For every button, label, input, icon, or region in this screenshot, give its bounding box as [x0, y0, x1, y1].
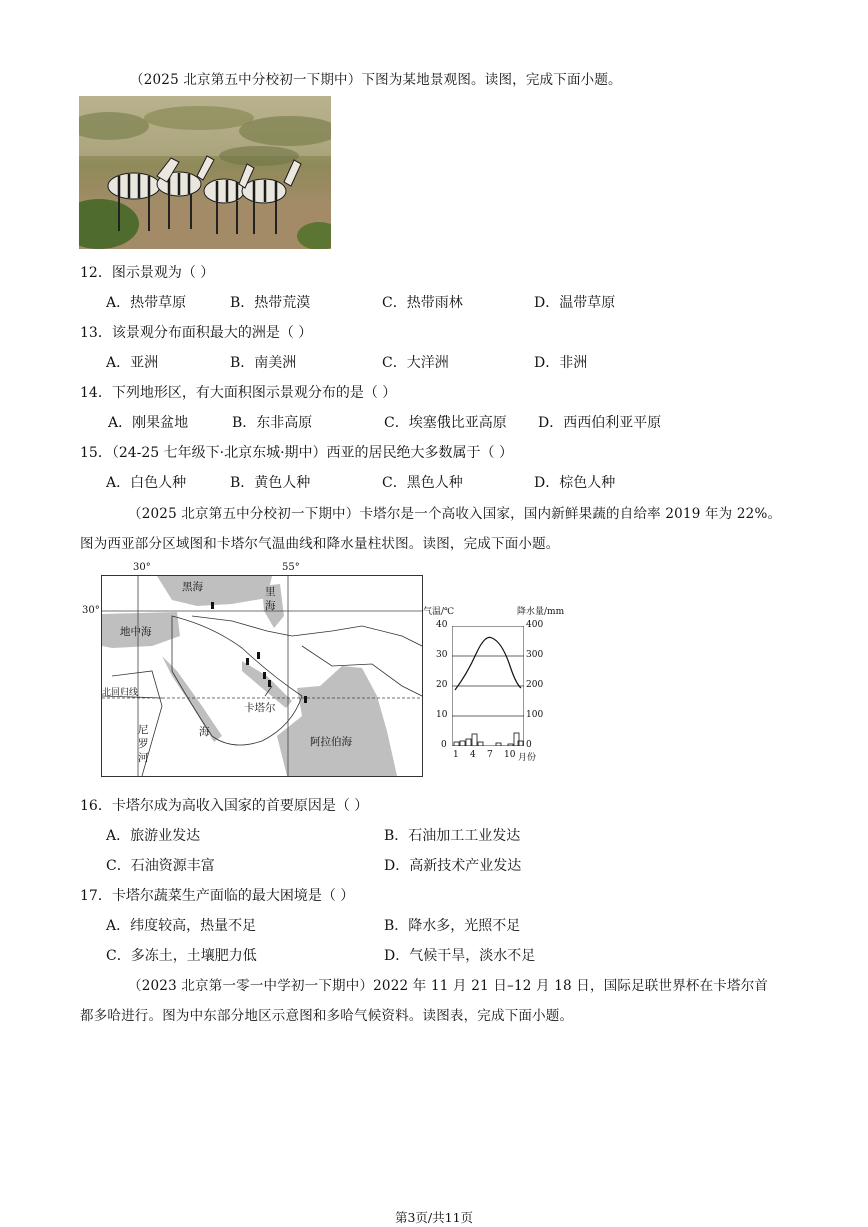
intro-text-3-line2: 都多哈进行。图为中东部分地区示意图和多哈气候资料。读图表，完成下面小题。	[80, 1008, 574, 1024]
question-13: 13．该景观分布面积最大的洲是（ ）	[80, 325, 313, 341]
label-nile-1: 尼	[138, 724, 149, 736]
label-caspian-1: 里	[265, 586, 276, 598]
question-14: 14．下列地形区，有大面积图示景观分布的是（ ）	[80, 385, 397, 401]
q15-option-d[interactable]: D．棕色人种	[534, 475, 616, 491]
q14-option-c[interactable]: C．埃塞俄比亚高原	[384, 415, 507, 431]
map-latitude-30: 30°	[82, 605, 100, 616]
intro-text-2-line1: （2025 北京第五中分校初一下期中）卡塔尔是一个高收入国家，国内新鲜果蔬的自给率 2019 年为 22%。	[128, 506, 782, 522]
month-tick-4: 4	[470, 750, 476, 760]
q16-option-c[interactable]: C．石油资源丰富	[106, 858, 215, 874]
precip-tick-400: 400	[526, 620, 544, 630]
q12-option-b[interactable]: B．热带荒漠	[230, 295, 311, 311]
q17-option-b[interactable]: B．降水多，光照不足	[384, 918, 521, 934]
precip-tick-300: 300	[526, 650, 544, 660]
q13-option-c[interactable]: C．大洋洲	[382, 355, 449, 371]
question-17: 17．卡塔尔蔬菜生产面临的最大困境是（ ）	[80, 888, 355, 904]
question-16: 16．卡塔尔成为高收入国家的首要原因是（ ）	[80, 798, 369, 814]
month-tick-10: 10	[504, 750, 516, 760]
temp-axis-label: 气温/℃	[423, 607, 455, 617]
label-black-sea: 黑海	[182, 581, 203, 593]
precip-tick-0: 0	[526, 740, 532, 750]
q14-option-d[interactable]: D．西西伯利亚平原	[538, 415, 662, 431]
q15-option-a[interactable]: A．白色人种	[106, 475, 187, 491]
q14-option-b[interactable]: B．东非高原	[232, 415, 313, 431]
qatar-climate-chart	[420, 600, 565, 765]
temp-tick-0: 0	[441, 740, 447, 750]
map-longitude-55: 55°	[282, 562, 300, 573]
q16-option-b[interactable]: B．石油加工工业发达	[384, 828, 521, 844]
q16-option-d[interactable]: D．高新技术产业发达	[384, 858, 522, 874]
intro-text-3-line1: （2023 北京第一零一中学初一下期中）2022 年 11 月 21 日–12 月 18 日，国际足联世界杯在卡塔尔首	[128, 978, 769, 994]
q13-option-d[interactable]: D．非洲	[534, 355, 588, 371]
question-12: 12．图示景观为（ ）	[80, 265, 215, 281]
label-nile-2: 罗	[138, 738, 149, 750]
map-longitude-30: 30°	[133, 562, 151, 573]
q13-option-b[interactable]: B．南美洲	[230, 355, 297, 371]
precip-tick-100: 100	[526, 710, 544, 720]
temp-tick-40: 40	[436, 620, 448, 630]
climate-plot	[452, 626, 524, 746]
intro-text-2-line2: 图为西亚部分区域图和卡塔尔气温曲线和降水量柱状图。读图，完成下面小题。	[80, 536, 560, 552]
label-arabian-sea: 阿拉伯海	[310, 736, 352, 748]
page-number: 第3页/共11页	[394, 1210, 474, 1225]
zebra-illustration	[79, 96, 331, 249]
q17-option-a[interactable]: A．纬度较高，热量不足	[106, 918, 257, 934]
q12-option-d[interactable]: D．温带草原	[534, 295, 616, 311]
label-nile-3: 河	[138, 752, 149, 764]
q14-option-a[interactable]: A．刚果盆地	[108, 415, 189, 431]
temp-tick-30: 30	[436, 650, 448, 660]
q17-option-c[interactable]: C．多冻土，土壤肥力低	[106, 948, 257, 964]
month-tick-1: 1	[453, 750, 459, 760]
q15-option-b[interactable]: B．黄色人种	[230, 475, 311, 491]
month-tick-7: 7	[487, 750, 493, 760]
month-axis-label: 月份	[518, 753, 537, 763]
precip-axis-label: 降水量/mm	[517, 607, 565, 617]
q16-option-a[interactable]: A．旅游业发达	[106, 828, 201, 844]
question-15: 15．（24-25 七年级下·北京东城·期中）西亚的居民绝大多数属于（ ）	[80, 445, 513, 461]
q13-option-a[interactable]: A．亚洲	[106, 355, 159, 371]
west-asia-map	[101, 575, 423, 777]
label-mediterranean: 地中海	[120, 626, 152, 638]
q17-option-d[interactable]: D．气候干旱，淡水不足	[384, 948, 536, 964]
temp-tick-20: 20	[436, 680, 448, 690]
savanna-zebra-photo	[79, 96, 331, 249]
label-tropic-of-cancer: 北回归线	[102, 688, 139, 698]
temp-tick-10: 10	[436, 710, 448, 720]
q12-option-a[interactable]: A．热带草原	[106, 295, 187, 311]
precip-tick-200: 200	[526, 680, 544, 690]
q15-option-c[interactable]: C．黑色人种	[382, 475, 463, 491]
label-qatar: 卡塔尔	[244, 702, 276, 714]
intro-text-1: （2025 北京第五中分校初一下期中）下图为某地景观图。读图，完成下面小题。	[130, 72, 622, 88]
map-graphic	[102, 576, 422, 776]
label-red-sea: 海	[199, 726, 210, 738]
label-caspian-2: 海	[265, 600, 276, 612]
q12-option-c[interactable]: C．热带雨林	[382, 295, 463, 311]
